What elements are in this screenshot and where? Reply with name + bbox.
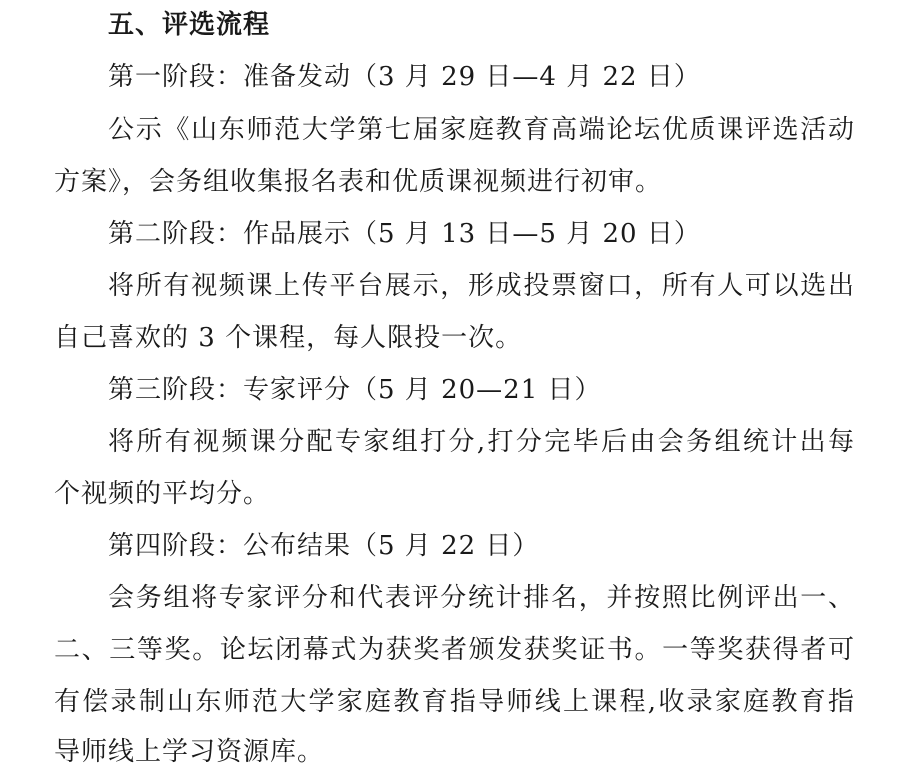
stage-4-title: 第四阶段：公布结果（5 月 22 日） xyxy=(108,531,540,561)
stage-2-body-line-2: 自己喜欢的 3 个课程，每人限投一次。 xyxy=(54,323,523,353)
stage-4-body-line-1: 会务组将专家评分和代表评分统计排名，并按照比例评出一、 xyxy=(108,583,854,613)
stage-4-body-line-4: 导师线上学习资源库。 xyxy=(54,737,325,767)
section-heading: 五、评选流程 xyxy=(108,10,271,40)
stage-3-title: 第三阶段：专家评分（5 月 20—21 日） xyxy=(108,375,602,405)
stage-3-body-line-2: 个视频的平均分。 xyxy=(54,479,271,509)
stage-3-body-line-1: 将所有视频课分配专家组打分,打分完毕后由会务组统计出每 xyxy=(108,427,854,457)
stage-4-body-line-3: 有偿录制山东师范大学家庭教育指导师线上课程,收录家庭教育指 xyxy=(54,687,854,717)
stage-2-body-line-1: 将所有视频课上传平台展示，形成投票窗口，所有人可以选出 xyxy=(108,271,854,301)
stage-1-title: 第一阶段：准备发动（3 月 29 日—4 月 22 日） xyxy=(108,62,701,92)
stage-1-body-line-1: 公示《山东师范大学第七届家庭教育高端论坛优质课评选活动 xyxy=(108,115,854,145)
stage-4-body-line-2: 二、三等奖。论坛闭幕式为获奖者颁发获奖证书。一等奖获得者可 xyxy=(54,635,854,665)
stage-2-title: 第二阶段：作品展示（5 月 13 日—5 月 20 日） xyxy=(108,219,701,249)
stage-1-body-line-2: 方案》，会务组收集报名表和优质课视频进行初审。 xyxy=(54,167,663,197)
